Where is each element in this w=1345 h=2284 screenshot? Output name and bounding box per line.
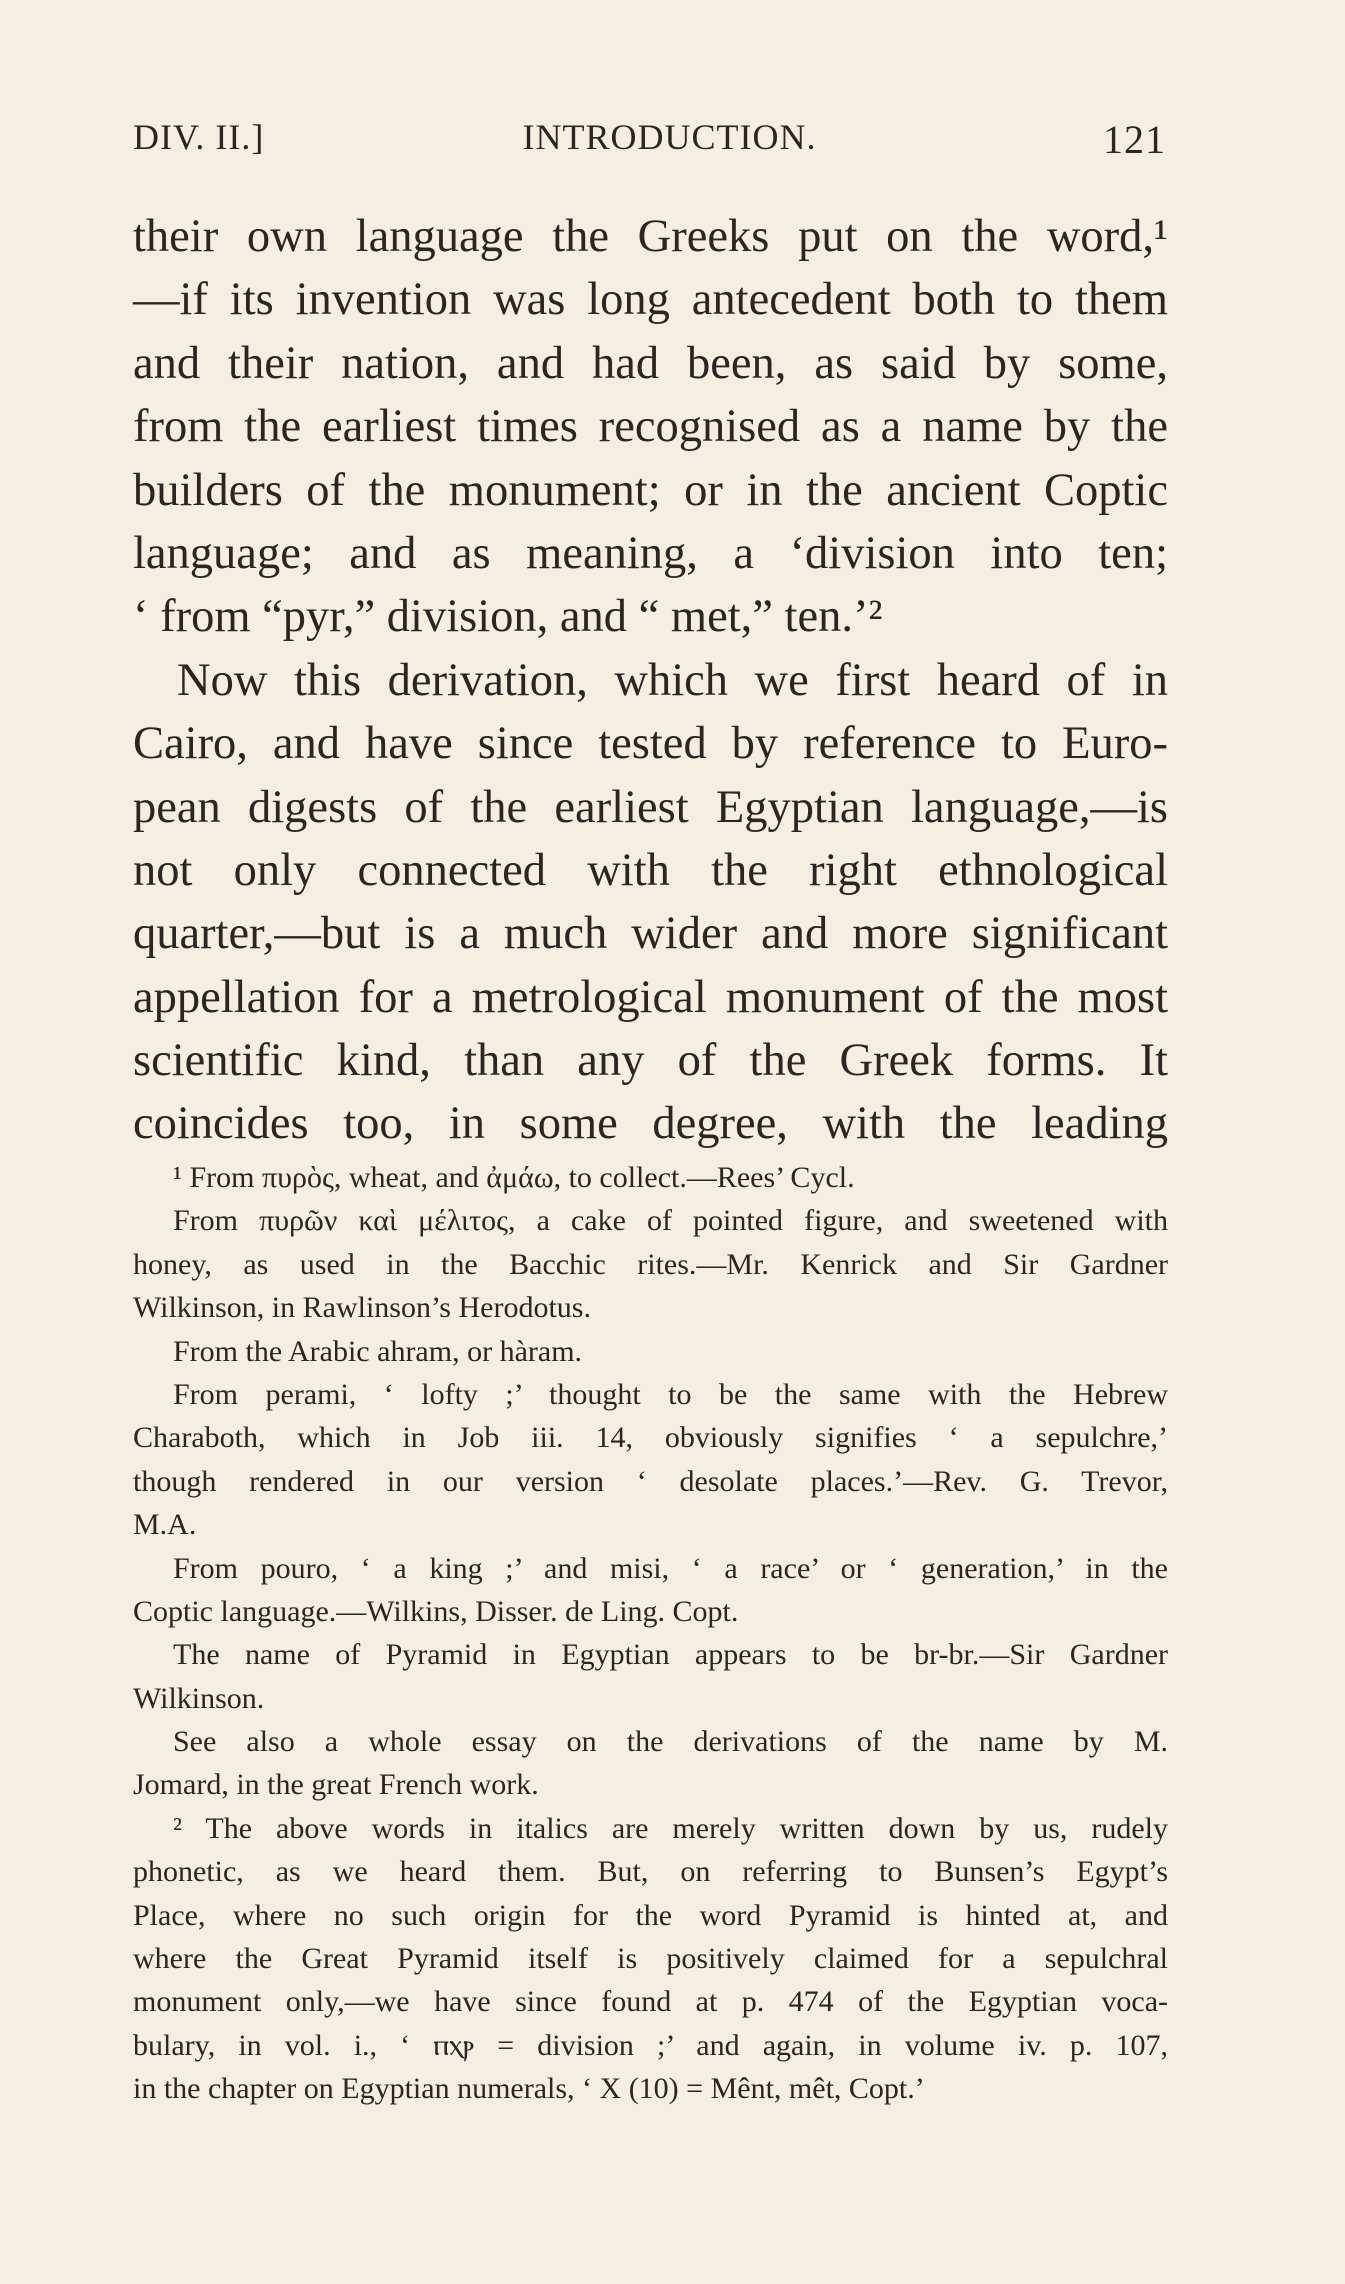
footnote-line: Wilkinson. bbox=[133, 1681, 265, 1715]
text-line: Now this derivation, which we first heard of in bbox=[177, 654, 1168, 706]
footnote-line: From the Arabic ahram, or hàram. bbox=[173, 1334, 583, 1368]
page-number: 121 bbox=[1103, 117, 1166, 162]
text-line: coincides too, in some degree, with the leading bbox=[133, 1098, 1168, 1150]
section-label: DIV. II.] bbox=[133, 117, 265, 157]
footnote-line: though rendered in our version ‘ desolate places.’—Rev. G. Trevor, bbox=[133, 1464, 1168, 1498]
footnote-line: Jomard, in the great French work. bbox=[133, 1768, 539, 1802]
text-line: not only connected with the right ethnological bbox=[133, 844, 1168, 896]
footnote-line: Charaboth, which in Job iii. 14, obviously signifies ‘ a sepulchre,’ bbox=[133, 1421, 1168, 1455]
text-line: pean digests of the earliest Egyptian language,—is bbox=[133, 781, 1168, 833]
text-line: language; and as meaning, a ‘division into ten; bbox=[133, 527, 1168, 579]
text-line: and their nation, and had been, as said by some, bbox=[133, 337, 1168, 389]
footnote-line: From πυρῶν καὶ μέλιτος, a cake of pointed figure, and sweetened with bbox=[173, 1204, 1168, 1238]
footnotes bbox=[133, 1156, 1168, 2111]
footnote-line: See also a whole essay on the derivations of the name by M. bbox=[173, 1725, 1168, 1759]
footnote-line: The name of Pyramid in Egyptian appears to be br-br.—Sir Gardner bbox=[173, 1638, 1168, 1672]
footnote-line: M.A. bbox=[133, 1508, 197, 1542]
text-line: quarter,—but is a much wider and more significant bbox=[133, 908, 1168, 960]
text-line: —if its invention was long antecedent both to them bbox=[133, 274, 1168, 326]
footnote-line: ² The above words in italics are merely written down by us, rudely bbox=[173, 1811, 1168, 1845]
footnote-line: From pouro, ‘ a king ;’ and misi, ‘ a race’ or ‘ generation,’ in the bbox=[173, 1551, 1168, 1585]
footnote-line: bulary, in vol. i., ‘ ⲡⲭⲣ = division ;’ and again, in volume iv. p. 107, bbox=[133, 2028, 1168, 2062]
text-line: builders of the monument; or in the ancient Coptic bbox=[133, 464, 1168, 516]
text-line: Cairo, and have since tested by reference to Euro- bbox=[133, 718, 1168, 770]
footnote-line: monument only,—we have since found at p. 474 of the Egyptian voca- bbox=[133, 1985, 1168, 2019]
text-line: from the earliest times recognised as a name by the bbox=[133, 401, 1168, 453]
footnote-line: honey, as used in the Bacchic rites.—Mr. Kenrick and Sir Gardner bbox=[133, 1247, 1168, 1281]
running-header bbox=[133, 116, 1166, 166]
footnote-line: Coptic language.—Wilkins, Disser. de Ling. Copt. bbox=[133, 1594, 739, 1628]
footnote-line: Place, where no such origin for the word Pyramid is hinted at, and bbox=[133, 1898, 1168, 1932]
page-title: INTRODUCTION. bbox=[522, 117, 817, 157]
footnote-line: phonetic, as we heard them. But, on referring to Bunsen’s Egypt’s bbox=[133, 1855, 1168, 1889]
text-line: appellation for a metrological monument of the most bbox=[133, 971, 1168, 1023]
text-line: scientific kind, than any of the Greek forms. It bbox=[133, 1035, 1168, 1087]
footnote-line: From perami, ‘ lofty ;’ thought to be the same with the Hebrew bbox=[173, 1377, 1168, 1411]
text-line: their own language the Greeks put on the word,¹ bbox=[133, 211, 1168, 262]
footnote-line: ¹ From πυρὸς, wheat, and ἀμάω, to collect.—Rees’ Cycl. bbox=[173, 1161, 855, 1194]
footnote-line: where the Great Pyramid itself is positively claimed for a sepulchral bbox=[133, 1942, 1168, 1976]
footnote-line: Wilkinson, in Rawlinson’s Herodotus. bbox=[133, 1291, 591, 1325]
text-line: ‘ from “pyr,” division, and “ met,” ten.’² bbox=[133, 591, 883, 643]
main-text bbox=[133, 205, 1168, 1156]
footnote-line: in the chapter on Egyptian numerals, ‘ X (10) = Mênt, mêt, Copt.’ bbox=[133, 2072, 925, 2106]
